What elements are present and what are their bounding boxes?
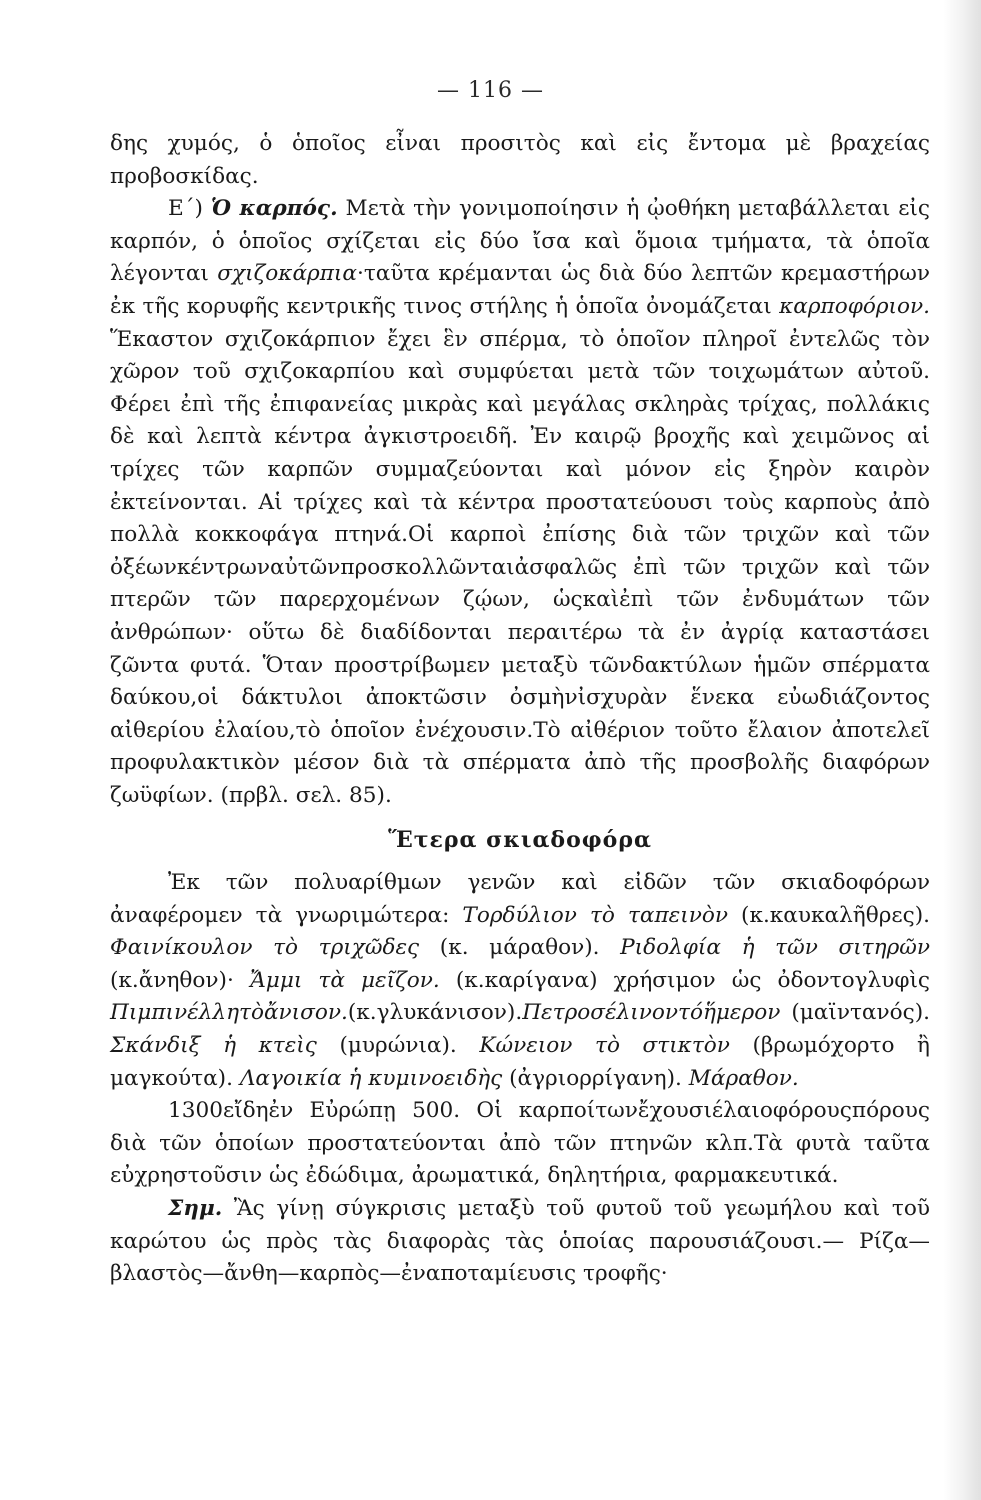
page-number: — 116 — — [437, 78, 544, 103]
subheading: Ἕτερα σκιαδοφόρα — [388, 827, 652, 854]
species-name: Σκάνδιξ ἡ κτεὶς — [110, 1033, 317, 1059]
species-name: Κώνειον τὸ στικτὸν — [479, 1033, 730, 1059]
text-run: (κ.καρίγανα) χρήσιμον ὡς ὀδοντογλυφὶς — [439, 967, 931, 993]
text-run: (κ.γλυκάνισον). — [347, 1000, 523, 1026]
term-carpophore: καρποφόριον. — [779, 293, 930, 319]
note-label: Σημ. — [168, 1196, 223, 1221]
species-name: Φαινίκουλον τὸ τριχῶδες — [110, 935, 420, 961]
species-name: Πετροσέλινοντόἥμερον — [522, 1000, 781, 1026]
body-text — [110, 128, 930, 1291]
text-run: Ἐκ τῶν πολυαρίθμων γενῶν καὶ εἰδῶν τῶν σκιαδοφόρων ἀναφέρομεν τὰ γνωριμώτερα: — [110, 870, 930, 928]
text-run: (ἀγριορρίγανη). — [502, 1065, 689, 1091]
text-run: Μετὰ τὴν γονιμοποίησιν ἡ ᾠοθήκη μεταβάλλεται εἰς καρπόν, ὁ ὁποῖος σχίζεται εἰς δύο ἴσα καὶ ὅμοια τμήματα, τὰ ὁποῖα λέγονται — [110, 196, 930, 287]
text-run: (κ. μάραθον). — [419, 935, 621, 961]
text-run: (μαϊντανός). — [780, 1000, 930, 1026]
text-run: (μυρώνια). — [316, 1033, 480, 1059]
paragraph-note — [110, 1193, 930, 1291]
text-run: (βρωμόχορτο ἢ μαγκούτα). — [110, 1033, 930, 1091]
species-name: Ἄμμι τὰ μεῖζον. — [249, 967, 440, 993]
species-name: Λαγοικία ἡ κυμινοειδὴς — [239, 1065, 503, 1091]
section-label: Ε΄) — [168, 196, 211, 222]
term-schizocarp: σχιζοκάρπια — [217, 261, 357, 287]
species-name: Τορδύλιον τὸ ταπεινὸν — [462, 902, 728, 928]
species-name: Μάραθον. — [688, 1065, 799, 1091]
paragraph-counts: 1300εἴδηἐν Εὐρώπῃ 500. Οἱ καρποίτωνἔχουσιέλαιοφόρουςπόρους διὰ τῶν ὁποίων προστατεύονται ἀπὸ τῶν πτηνῶν κλπ.Τὰ φυτὰ ταῦτα εὐχρηστοῦσιν ὡς ἐδώδιμα, ἀρωματικά, δηλητήρια, φαρμακευτικά. — [110, 1098, 930, 1189]
text-run: Ἂς γίνῃ σύγκρισις μεταξὺ τοῦ φυτοῦ τοῦ γεωμήλου καὶ τοῦ καρώτου ὡς πρὸς τὰς διαφορὰς τὰς ὁποίας παρουσιάζουσι.— Ρίζα—βλαστὸς—ἄνθη—καρπὸς—ἐναποταμίευσις τροφῆς· — [110, 1196, 930, 1287]
text-run: ·ταῦτα κρέμανται ὡς διὰ δύο λεπτῶν κρεμαστήρων ἐκ τῆς κορυφῆς κεντρικῆς τινος στήλης ἡ ὁποῖα ὀνομάζεται — [110, 261, 931, 319]
section-heading: Ὁ καρπός. — [210, 196, 338, 222]
paragraph-fruit — [110, 193, 930, 812]
text-run: (κ.καυκαλῆθρες). — [727, 902, 930, 928]
paragraph-species-list — [110, 867, 930, 1095]
species-name: Πιμπινέλλητὸἄνισον. — [110, 1000, 348, 1026]
text-run: Ἕκαστον σχιζοκάρπιον ἔχει ἓν σπέρμα, τὸ ὁποῖον πληροῖ ἐντελῶς τὸν χῶρον τοῦ σχιζοκαρπίου καὶ συμφύεται μετὰ τῶν τοιχωμάτων αὐτοῦ. Φέρει ἐπὶ τῆς ἐπιφανείας μικρὰς καὶ μεγάλας σκληρὰς τρίχας, πολλάκις δὲ καὶ λεπτὰ κέντρα ἀγκιστροειδῆ. Ἐν καιρῷ βροχῆς καὶ χειμῶνος αἱ τρίχες τῶν καρπῶν συμμαζεύονται καὶ μόνον εἰς ξηρὸν καιρὸν ἐκτείνονται. Αἱ τρίχες καὶ τὰ κέντρα προστατεύουσι τοὺς καρποὺς ἀπὸ πολλὰ κοκκοφάγα πτηνά.Οἱ καρποὶ ἐπίσης διὰ τῶν τριχῶν καὶ τῶν ὀξέωνκέντρωναὐτῶνπροσκολλῶνταιἀσφαλῶς ἐπὶ τῶν τριχῶν καὶ τῶν πτερῶν τῶν παρερχομένων ζῴων, ὡςκαὶἐπὶ τῶν ἐνδυμάτων τῶν ἀνθρώπων· οὕτω δὲ διαδίδονται περαιτέρω τὰ ἐν ἀγρίᾳ καταστάσει ζῶντα φυτά. Ὅταν προστρίβωμεν μεταξὺ τῶνδακτύλων ἡμῶν σπέρματα δαύκου,οἱ δάκτυλοι ἀποκτῶσιν ὀσμὴνἰσχυρὰν ἕνεκα εὐωδιάζοντος αἰθερίου ἐλαίου,τὸ ὁποῖον ἐνέχουσιν.Τὸ αἰθέριον τοῦτο ἔλαιον ἀποτελεῖ προφυλακτικὸν μέσον διὰ τὰ σπέρματα ἀπὸ τῆς προσβολῆς διαφόρων ζωϋφίων. (πρβλ. σελ. 85). — [110, 326, 930, 808]
page-spine-shadow — [943, 0, 981, 1500]
species-name: Ριδολφία ἡ τῶν σιτηρῶν — [620, 935, 930, 961]
text-run: (κ.ἄνηθον)· — [110, 967, 250, 993]
paragraph-continuation: δης χυμός, ὁ ὁποῖος εἶναι προσιτὸς καὶ εἰς ἔντομα μὲ βραχείας προβοσκίδας. — [110, 131, 930, 189]
